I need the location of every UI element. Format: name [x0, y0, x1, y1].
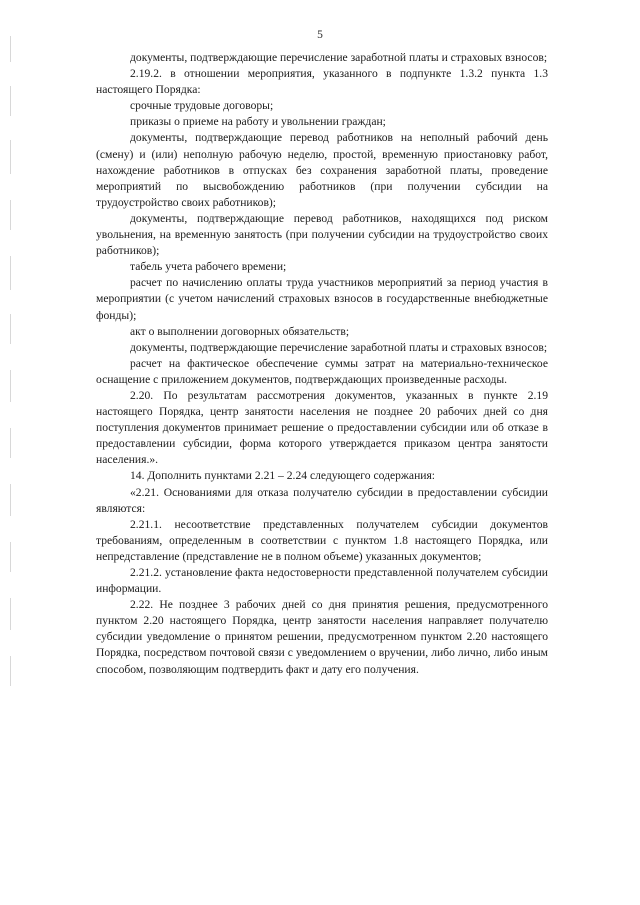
paragraph: акт о выполнении договорных обязательств;: [130, 324, 350, 338]
scan-edge-mark: [10, 656, 11, 686]
scan-edge-mark: [10, 200, 11, 230]
scan-edge-mark: [10, 86, 11, 116]
paragraph: 2.21.2. установление факта недостоверности представленной получателем субсидии информации.: [96, 566, 548, 596]
scan-edge-mark: [10, 256, 11, 290]
paragraph: табель учета рабочего времени;: [130, 260, 287, 274]
paragraph: документы, подтверждающие перечисление заработной платы и страховых взносов;: [130, 340, 548, 354]
paragraph: документы, подтверждающие перевод работников на неполный рабочий день (смену) и (или) неполную рабочую неделю, простой, временную приостановку работ, нахождение работников в отпусках без сохранения заработной платы, проведение мероприятий по высвобождению работников (при получении субсидии на трудоустройство своих работников);: [96, 131, 548, 209]
scan-edge-mark: [10, 484, 11, 516]
paragraph: 2.19.2. в отношении мероприятия, указанного в подпункте 1.3.2 пункта 1.3 настоящего Порядка:: [96, 67, 548, 97]
paragraph: документы, подтверждающие перевод работников, находящихся под риском увольнения, на временную занятость (при получении субсидии на трудоустройство своих работников);: [96, 211, 548, 258]
paragraph: срочные трудовые договоры;: [130, 99, 274, 113]
scan-edge-mark: [10, 140, 11, 174]
paragraph: приказы о приеме на работу и увольнении граждан;: [130, 115, 386, 129]
scan-edge-mark: [10, 598, 11, 630]
paragraph: 2.21.1. несоответствие представленных получателем субсидии документов требованиям, определенным в соответствии с пунктом 1.8 настоящего Порядка, или непредставление (представление не в полном объеме) указанных документов;: [96, 517, 548, 563]
scan-edge-mark: [10, 542, 11, 572]
document-text-body: [96, 50, 548, 678]
scan-edge-mark: [10, 428, 11, 458]
paragraph: «2.21. Основаниями для отказа получателю субсидии в предоставлении субсидии являются:: [96, 485, 548, 515]
paragraph: расчет по начислению оплаты труда участников мероприятий за период участия в мероприятии (с учетом начислений страховых взносов в государственные внебюджетные фонды);: [96, 276, 548, 322]
scan-edge-mark: [10, 370, 11, 402]
paragraph: 2.20. По результатам рассмотрения документов, указанных в пункте 2.19 настоящего Порядка, центр занятости населения не позднее 20 рабочих дней со дня поступления документов принимает решение о предоставлении субсидии или об отказе в предоставлении субсидии, форма которого утверждается приказом центра занятости населения.».: [96, 388, 548, 467]
paragraph: 2.22. Не позднее 3 рабочих дней со дня принятия решения, предусмотренного пунктом 2.20 настоящего Порядка, центр занятости населения направляет получателю субсидии уведомление о принятом решении, предусмотренном пунктом 2.20 настоящего Порядка, посредством почтовой связи с уведомлением о вручении, либо лично, либо иным способом, позволяющим подтвердить факт и дату его получения.: [96, 598, 548, 676]
scan-edge-mark: [10, 314, 11, 344]
paragraph: 14. Дополнить пунктами 2.21 – 2.24 следующего содержания:: [130, 469, 436, 483]
page-number: 5: [317, 29, 323, 41]
paragraph: расчет на фактическое обеспечение суммы затрат на материально-техническое оснащение с приложением документов, подтверждающих произведенные расходы.: [96, 356, 548, 386]
paragraph: документы, подтверждающие перечисление заработной платы и страховых взносов;: [130, 51, 548, 64]
